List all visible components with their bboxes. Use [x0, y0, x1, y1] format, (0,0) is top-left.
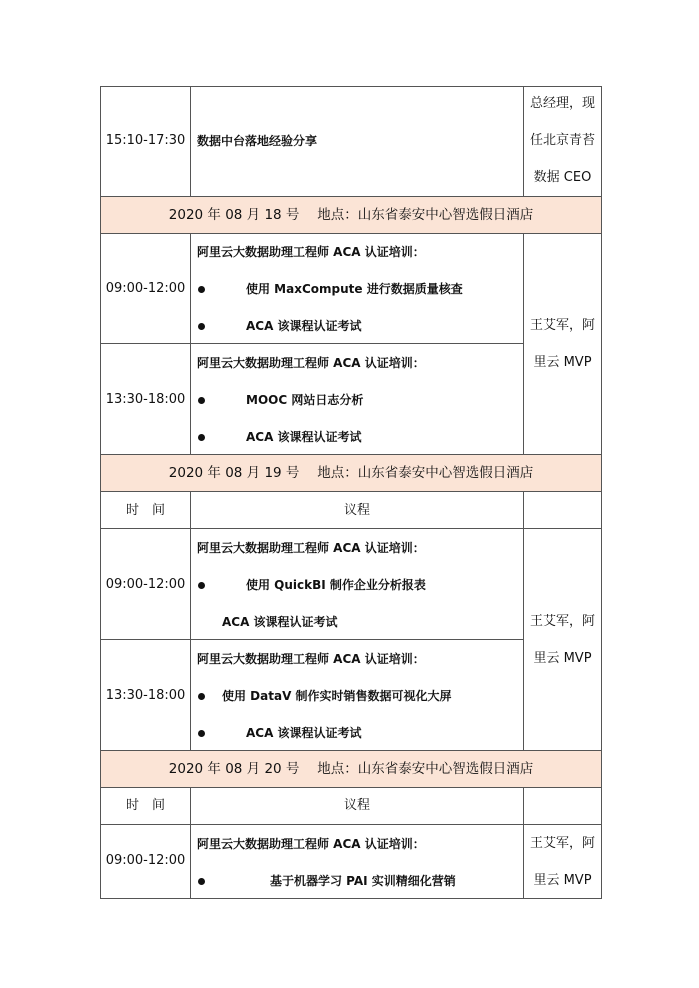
table-rule [190, 233, 191, 455]
speaker-line: 里云 MVP [533, 873, 592, 888]
session-agenda: 数据中台落地经验分享 [197, 134, 318, 148]
table-rule [100, 491, 602, 492]
session-item: MOOC 网站日志分析 [246, 393, 364, 407]
column-header-time: 时 间 [125, 798, 165, 813]
session-title: 阿里云大数据助理工程师 ACA 认证培训： [197, 541, 425, 555]
table-rule [100, 787, 602, 788]
date-header: 2020 年 08 月 20 号 地点：山东省泰安中心智选假日酒店 [168, 761, 534, 777]
date-header: 2020 年 08 月 18 号 地点：山东省泰安中心智选假日酒店 [168, 207, 534, 223]
session-time: 13:30-18:00 [105, 392, 186, 407]
table-rule [100, 639, 524, 640]
table-rule [190, 491, 191, 751]
table-rule [100, 86, 602, 87]
bullet-icon [198, 878, 205, 885]
bullet-icon [198, 582, 205, 589]
session-item: 基于机器学习 PAI 实训精细化营销 [270, 874, 456, 888]
bullet-icon [198, 323, 205, 330]
table-rule [100, 898, 602, 899]
speaker-line: 王艾军，阿 [529, 614, 595, 629]
session-title: 阿里云大数据助理工程师 ACA 认证培训： [197, 652, 425, 666]
speaker-line: 里云 MVP [533, 651, 592, 666]
table-rule [190, 86, 191, 197]
speaker-line: 王艾军，阿 [529, 836, 595, 851]
session-title: 阿里云大数据助理工程师 ACA 认证培训： [197, 356, 425, 370]
session-item: 使用 MaxCompute 进行数据质量核查 [246, 282, 463, 296]
column-header-time: 时 间 [125, 503, 165, 518]
table-rule [100, 528, 602, 529]
table-rule [601, 86, 602, 899]
session-item: ACA 该课程认证考试 [222, 615, 338, 629]
table-rule [100, 196, 602, 197]
date-header: 2020 年 08 月 19 号 地点：山东省泰安中心智选假日酒店 [168, 465, 534, 481]
table-rule [523, 233, 524, 455]
bullet-icon [198, 434, 205, 441]
table-rule [100, 343, 524, 344]
table-rule [100, 750, 602, 751]
session-item: 使用 DataV 制作实时销售数据可视化大屏 [222, 689, 452, 703]
bullet-icon [198, 286, 205, 293]
session-time: 09:00-12:00 [105, 853, 186, 868]
session-item: ACA 该课程认证考试 [246, 319, 362, 333]
session-title: 阿里云大数据助理工程师 ACA 认证培训： [197, 245, 425, 259]
bullet-icon [198, 730, 205, 737]
session-time: 15:10-17:30 [105, 133, 186, 148]
session-time: 13:30-18:00 [105, 688, 186, 703]
speaker-line: 总经理，现 [529, 96, 595, 111]
session-item: ACA 该课程认证考试 [246, 430, 362, 444]
table-rule [100, 824, 602, 825]
speaker-line: 里云 MVP [533, 355, 592, 370]
session-time: 09:00-12:00 [105, 577, 186, 592]
speaker-line: 王艾军，阿 [529, 318, 595, 333]
session-item: 使用 QuickBI 制作企业分析报表 [246, 578, 426, 592]
speaker-line: 任北京青苔 [529, 133, 595, 148]
session-time: 09:00-12:00 [105, 281, 186, 296]
bullet-icon [198, 397, 205, 404]
speaker-line: 数据 CEO [533, 170, 592, 185]
bullet-icon [198, 693, 205, 700]
table-rule [100, 233, 602, 234]
column-header-agenda: 议程 [343, 798, 370, 813]
session-item: ACA 该课程认证考试 [246, 726, 362, 740]
table-rule [100, 454, 602, 455]
session-title: 阿里云大数据助理工程师 ACA 认证培训： [197, 837, 425, 851]
column-header-agenda: 议程 [343, 503, 370, 518]
